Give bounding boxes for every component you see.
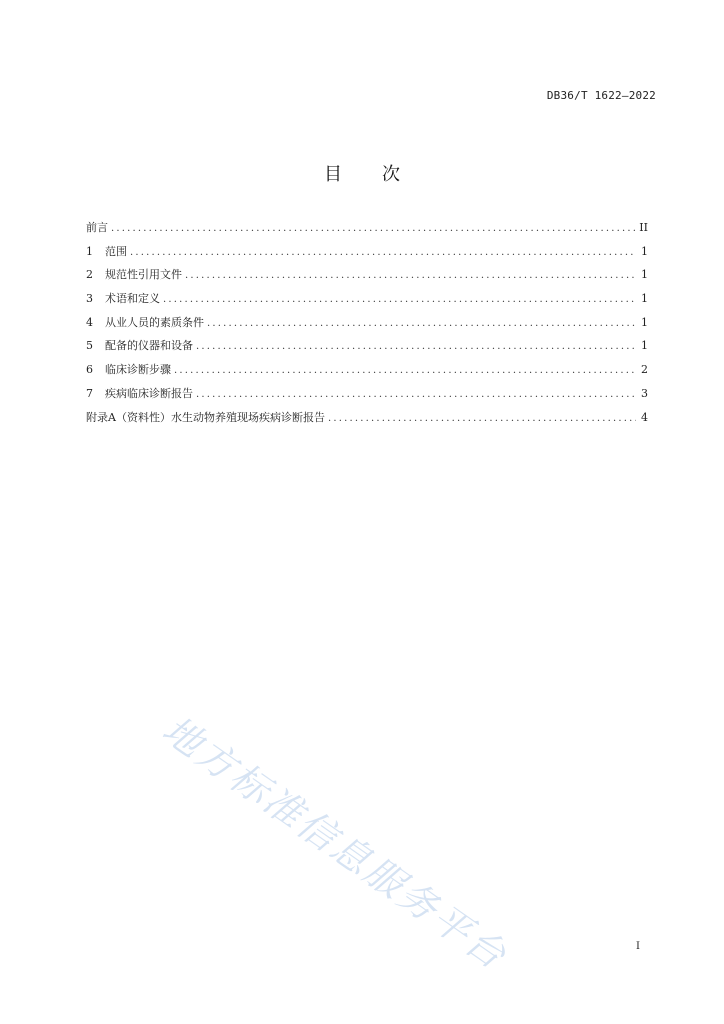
toc-entry-page: 1 [641,292,648,306]
toc-entry-label: 术语和定义 [105,292,160,306]
toc-entry-number: 2 [86,268,93,282]
toc-entry-page: 3 [641,386,648,400]
toc-leader-dots [196,341,636,352]
toc-title-left: 目 [324,164,342,185]
toc-entry-page: 4 [641,410,648,424]
toc-entry-number: 6 [86,363,93,377]
toc-entry-page: 2 [641,363,648,377]
toc-entry-terms-definitions[interactable] [86,290,648,314]
toc-entry-page: 1 [641,244,648,258]
toc-entry-label: 疾病临床诊断报告 [105,386,193,400]
toc-entry-number: 7 [86,386,93,400]
toc-leader-dots [207,318,636,329]
toc-entry-clinical-diagnosis-steps[interactable] [86,361,648,385]
toc-entry-label: 前言 [86,221,108,234]
table-of-contents [86,219,648,432]
toc-entry-number: 5 [86,339,93,353]
toc-entry-page: 1 [641,339,648,353]
toc-entry-page: II [639,221,648,234]
toc-leader-dots [111,223,635,234]
toc-entry-number: 4 [86,315,93,329]
toc-entry-personnel-qualifications[interactable] [86,314,648,338]
toc-title-right: 次 [382,164,400,185]
toc-entry-scope[interactable] [86,243,648,267]
watermark: 地方标准信息服务平台 [154,707,516,979]
toc-entry-label: 从业人员的素质条件 [105,315,204,329]
toc-entry-number: 3 [86,292,93,306]
toc-entry-label: 规范性引用文件 [105,268,182,282]
toc-leader-dots [163,294,636,305]
toc-entry-normative-references[interactable] [86,266,648,290]
toc-entry-foreword[interactable] [86,219,648,243]
toc-entry-label: 临床诊断步骤 [105,363,171,377]
toc-entry-label: 配备的仪器和设备 [105,339,193,353]
toc-leader-dots [196,389,636,400]
toc-entry-diagnosis-report[interactable] [86,385,648,409]
toc-entry-label: 附录A（资料性）水生动物养殖现场疾病诊断报告 [86,410,325,424]
toc-entry-page: 1 [641,268,648,282]
toc-entry-appendix-a[interactable] [86,409,648,433]
page-number: I [636,941,640,952]
toc-leader-dots [174,365,636,376]
toc-entry-instruments-equipment[interactable] [86,337,648,361]
toc-entry-page: 1 [641,315,648,329]
standard-code: DB36/T 1622—2022 [546,89,656,102]
toc-leader-dots [130,247,636,258]
toc-leader-dots [328,413,636,424]
toc-leader-dots [185,270,636,281]
toc-title [0,160,724,186]
toc-entry-number: 1 [86,244,93,258]
toc-entry-label: 范围 [105,244,127,258]
